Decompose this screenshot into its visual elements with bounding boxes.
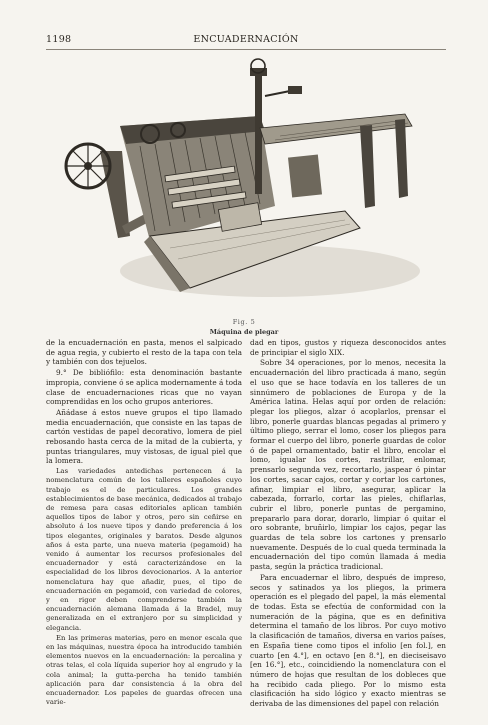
folding-machine-illustration xyxy=(60,56,430,314)
left-paragraph-4: Las variedades antedichas pertenecen á la nomenclatura común de los talleres españoles cuyo trabajo es el de particulares. Los grandes establecimientos de base mecánica, dedicados al trabajo de remesa para casas editoriales aplican también aquellos tipos de labor y otros, pero sin ceñirse en absoluto á los nueve tipos y dando preferencia á los tipos elegantes, originales y baratos. Desde algunos años á esta parte, una nueva materia (pegamoid) ha venido á aumentar los recursos profesionales del encuadernador y está caracterizándose en la especialidad de los libros devocionarios. A la anterior nomenclatura hay que añadir, pues, el tipo de encuadernación en pegamoid, con variedad de colores, y en rigor deben comprenderse también la encuadernación alemana llamada á la Bradel, muy generalizada en el extranjero por su simplicidad y elegancia. xyxy=(46,467,242,632)
right-paragraph-3: Para encuadernar el libro, después de impreso, secos y satinados ya los pliegos, la primera operación es el plegado del papel, la más elemental de todas. Esta se efectúa de conformidad con la numeración de la página, que es en definitiva determina el tamaño de los libros. Por cuyo motivo la clasificación de tamaños, diversa en varios países, en España tiene como tipos el infolio [en fol.], en cuarto [en 4.°], en octavo [en 8.°], en dieciseisavo [en 16.°], etc., coincidiendo la nomenclatura con el número de hojas que resultan de los dobleces que ha recibido cada pliego. Por lo mismo esta clasificación ha sido lógico y exacto mientras se derivaba de las dimensiones del papel con relación xyxy=(250,572,446,709)
page-number: 1198 xyxy=(46,34,72,45)
right-column xyxy=(250,338,446,710)
left-paragraph-3: Añádase á estos nueve grupos el tipo llamado media encuadernación, que consiste en las tapas de cartón vestidas de papel decorativo, lomera de piel rebosando hasta cerca de la mitad de la cubierta, y puntas triangulares, muy vistosas, de igual piel que la lomera. xyxy=(46,407,242,466)
left-column xyxy=(46,338,242,710)
left-paragraph-1: de la encuadernación en pasta, menos el salpicado de agua regia, y cubierto el resto de la tapa con tela y también con dos tejuelos. xyxy=(46,338,242,367)
running-title: ENCUADERNACIÓN xyxy=(193,34,299,45)
left-paragraph-2: 9.° De bibliófilo: esta denominación bastante impropia, conviene ó se aplica modernamente á toda clase de encuadernaciones ricas que no vayan comprendidas en los ocho grupos anteriores. xyxy=(46,368,242,407)
right-paragraph-2: Sobre 34 operaciones, por lo menos, necesita la encuadernación del libro practicada á mano, según el uso que se hace todavía en los talleres de un sinnúmero de poblaciones de Europa y de la América latina. Helas aquí por orden de relación: plegar los pliegos, alzar ó acoplarlos, prensar el libro, ponerle guardas blancas pegadas al primero y último pliego, serrar el lomo, coser los pliegos para formar el cuerpo del libro, ponerle guardas de color ó de papel ornamentado, batir el libro, encolar el lomo, igualar los cortes, rastrillar, enlomar, prensarlo segunda vez, recortarlo, jaspear ó pintar los cortes, sacar cajos, cortar y cortar los cartones, afinar, limpiar el libro, asegurar, aplicar la cabezada, forrarlo, cortar las pieles, chiflarlas, cubrir el libro, ponerle puntas de pergamino, prepararlo para dorar, dorarlo, limpiar ó quitar el oro sobrante, bruñirlo, limpiar los cajos, pegar las guardas de tela sobre los cartones y prensarlo nuevamente. Después de lo cual queda terminada la encuadernación del tipo común llamada á media pasta, según la práctica tradicional. xyxy=(250,358,446,572)
figure-caption: Máquina de plegar xyxy=(209,328,279,336)
page-header xyxy=(46,34,446,48)
left-paragraph-5: En las primeras materias, pero en menor escala que en las máquinas, nuestra época ha introducido también elementos nuevos en la encuadernación: la percalina y otras telas, el cola líquida superior hoy al engrudo y la cola animal; la gutta-percha ha tenido también aplicación para dar consistencia á la obra del encuadernador. Los papeles de guardas ofrecen una varie- xyxy=(46,633,242,707)
figure-number: Fig. 5 xyxy=(232,318,256,326)
header-rule xyxy=(46,49,446,50)
right-paragraph-1: dad en tipos, gustos y riqueza desconocidos antes de principiar el siglo XIX. xyxy=(250,338,446,357)
